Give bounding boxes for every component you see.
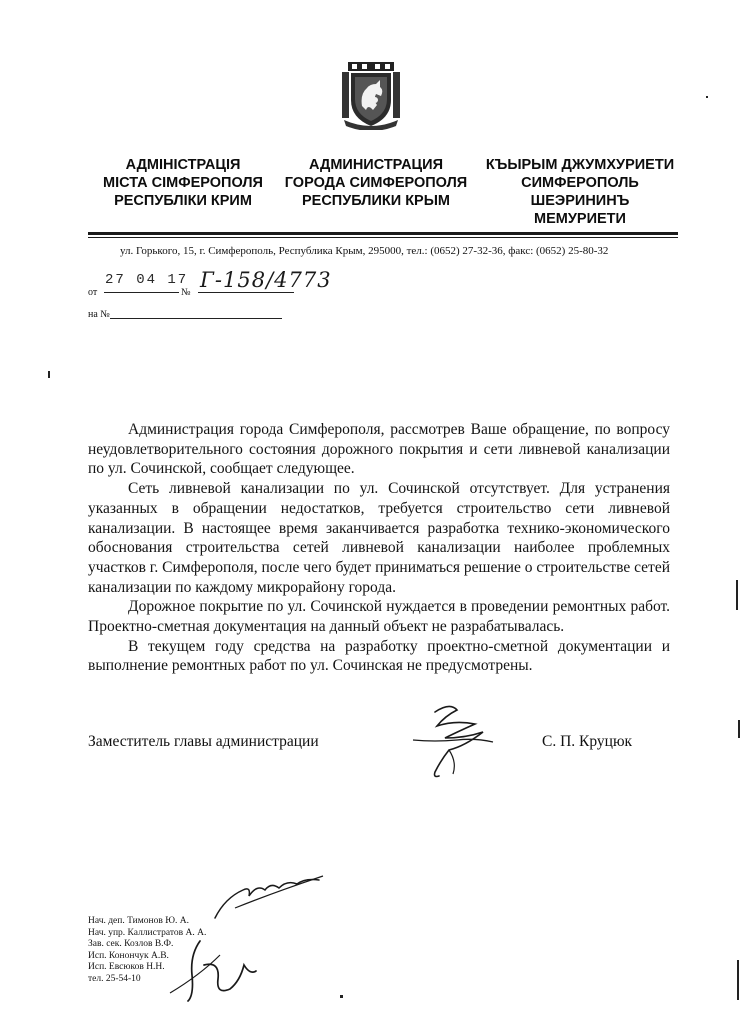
header-divider-thick xyxy=(88,232,678,235)
visa-line: Нач. деп. Тимонов Ю. А. xyxy=(88,916,189,926)
header-crh-line: МЕМУРИЕТИ xyxy=(534,211,626,227)
header-ua-line: МІСТА СІМФЕРОПОЛЯ xyxy=(103,175,263,191)
visa-signature-icon xyxy=(205,868,330,928)
header-crh-line: ШЕЭРИНИНЪ xyxy=(530,193,630,209)
header-ua-line: РЕСПУБЛІКИ КРИМ xyxy=(114,193,252,209)
scan-speck xyxy=(736,580,738,610)
date-label: от xyxy=(88,287,98,298)
visa-line: Зав. сек. Козлов В.Ф. xyxy=(88,939,174,950)
header-ru-line: РЕСПУБЛИКИ КРЫМ xyxy=(301,193,450,209)
body-paragraph: Администрация города Симферополя, рассмотрев Ваше обращение, по вопросу неудовлетворительного состояния дорожного покрытия и сети ливневой канализации по ул. Сочинской, сообщает следующее. xyxy=(88,421,670,478)
header-ukrainian xyxy=(88,156,278,210)
header-crimean-tatar xyxy=(480,156,680,228)
date-underline xyxy=(104,292,179,293)
scan-speck xyxy=(706,96,708,98)
body-paragraph: Дорожное покрытие по ул. Сочинской нуждается в проведении ремонтных работ. Проектно-сметная документация на данный объект не разрабатывалась. xyxy=(88,598,670,636)
visa-line: Исп. Конончук А.В. xyxy=(88,950,169,961)
visa-line: Нач. упр. Каллистратов А. А. xyxy=(88,927,207,938)
number-underline xyxy=(198,292,294,293)
scan-speck xyxy=(48,371,50,378)
signatory-position: Заместитель главы администрации xyxy=(88,733,319,750)
reply-to-label: на № xyxy=(88,309,110,320)
letter-body xyxy=(88,420,670,676)
visa-line: Исп. Евсюков Н.Н. xyxy=(88,962,165,973)
header-ua-line: АДМІНІСТРАЦІЯ xyxy=(125,157,241,173)
header-crh-line: СИМФЕРОПОЛЬ xyxy=(521,175,639,191)
outgoing-date: 27 04 17 xyxy=(105,272,189,288)
header-russian xyxy=(278,156,474,210)
approval-visa-list xyxy=(88,916,206,986)
scan-speck xyxy=(737,960,739,1000)
number-label: № xyxy=(181,287,191,298)
header-divider-thin xyxy=(88,237,678,238)
signatory-name: С. П. Круцюк xyxy=(542,733,633,750)
scan-speck xyxy=(340,995,343,998)
header-ru-line: ГОРОДА СИМФЕРОПОЛЯ xyxy=(284,175,468,191)
scan-speck xyxy=(738,720,740,738)
outgoing-number: Г-158/4773 xyxy=(200,268,332,292)
header-ru-line: АДМИНИСТРАЦИЯ xyxy=(308,157,443,173)
handwritten-signature-icon xyxy=(405,702,497,782)
body-paragraph: В текущем году средства на разработку проектно-сметной документации и выполнение ремонтных работ по ул. Сочинская не предусмотрены. xyxy=(88,637,670,675)
crimea-coat-of-arms-icon xyxy=(340,60,402,130)
header-crh-line: КЪЫРЫМ ДЖУМХУРИЕТИ xyxy=(485,157,675,173)
body-paragraph: Сеть ливневой канализации по ул. Сочинской отсутствует. Для устранения указанных в обращении недостатков, требуется строительство сети ливневой канализации. В настоящее время заканчивается разработка технико-экономического обоснования строительства сетей ливневой канализации наиболее проблемных участков г. Симферополя, после чего будет приниматься решение о строительстве сетей канализации по каждому микрорайону города. xyxy=(88,480,670,596)
visa-line: тел. 25-54-10 xyxy=(88,973,141,984)
reply-to-underline xyxy=(110,318,282,319)
office-address: ул. Горького, 15, г. Симферополь, Республика Крым, 295000, тел.: (0652) 27-32-36, факс: (0652) 25-80-32 xyxy=(120,245,609,257)
